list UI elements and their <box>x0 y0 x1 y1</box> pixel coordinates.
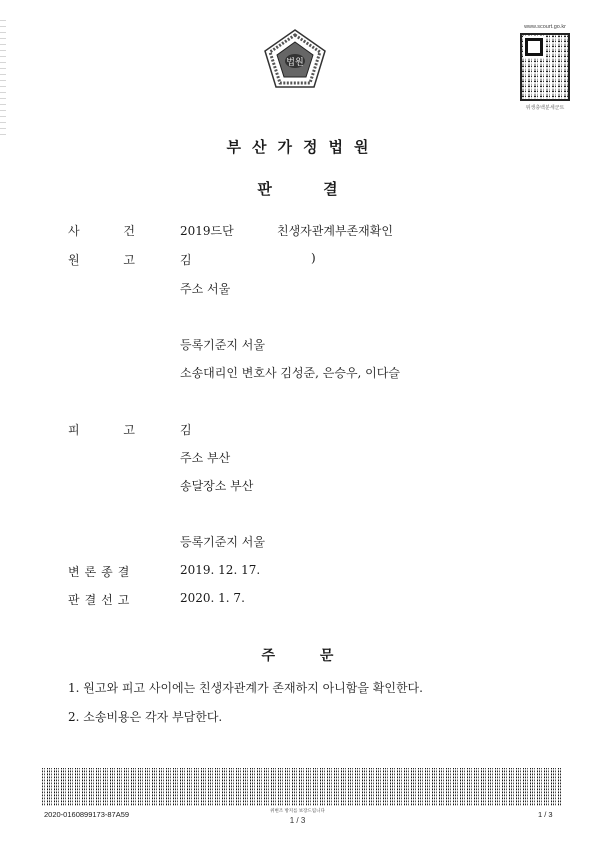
plaintiff-attorneys: 소송대리인 변호사 김성준, 은승우, 이다슬 <box>180 366 400 380</box>
case-name: 친생자관계부존재확인 <box>277 224 393 238</box>
court-name: 부산가정법원 <box>226 138 380 156</box>
court-emblem <box>262 28 328 90</box>
document-title: 판 결 <box>257 180 338 198</box>
barcode-note: 위변조 방지를 보장드립니다 <box>270 808 325 813</box>
qr-url: www.scourt.go.kr <box>524 24 566 30</box>
qr-code-icon <box>520 33 570 101</box>
qr-caption: 위생층백분세군트 <box>525 105 565 111</box>
plaintiff-registry: 등록기준지 서울 <box>180 338 265 352</box>
plaintiff-name-close: ) <box>311 251 316 265</box>
defendant-service-address: 송달장소 부산 <box>180 479 254 493</box>
emblem-text: 법원 <box>286 58 304 68</box>
verification-qr <box>514 24 576 114</box>
defendant-registry: 등록기준지 서울 <box>180 535 265 549</box>
defendant-address: 주소 부산 <box>180 451 231 465</box>
ruling-label: 판결선고 <box>68 593 135 607</box>
hearing-date: 2019. 12. 17. <box>180 563 261 577</box>
ruling-date: 2020. 1. 7. <box>180 591 245 605</box>
defendant-label: 피 고 <box>68 423 135 437</box>
plaintiff-label: 원 고 <box>68 253 135 267</box>
scan-edge-artifact <box>0 20 6 140</box>
case-number: 2019드단 <box>180 224 234 238</box>
plaintiff-name: 김 <box>180 253 192 267</box>
security-barcode <box>42 768 562 806</box>
page-number: 1 / 3 <box>538 810 553 819</box>
order-item: 1. 원고와 피고 사이에는 친생자관계가 존재하지 아니함을 확인한다. <box>68 681 423 695</box>
defendant-name: 김 <box>180 423 192 437</box>
order-title: 주 문 <box>261 648 334 664</box>
page-number-center: 1 / 3 <box>289 816 306 825</box>
document-id: 2020-0160899173-87A59 <box>44 810 130 819</box>
case-label: 사 건 <box>68 224 135 238</box>
hearing-label: 변론종결 <box>68 565 135 579</box>
order-item: 2. 소송비용은 각자 부담한다. <box>68 710 223 724</box>
plaintiff-address: 주소 서울 <box>180 282 231 296</box>
